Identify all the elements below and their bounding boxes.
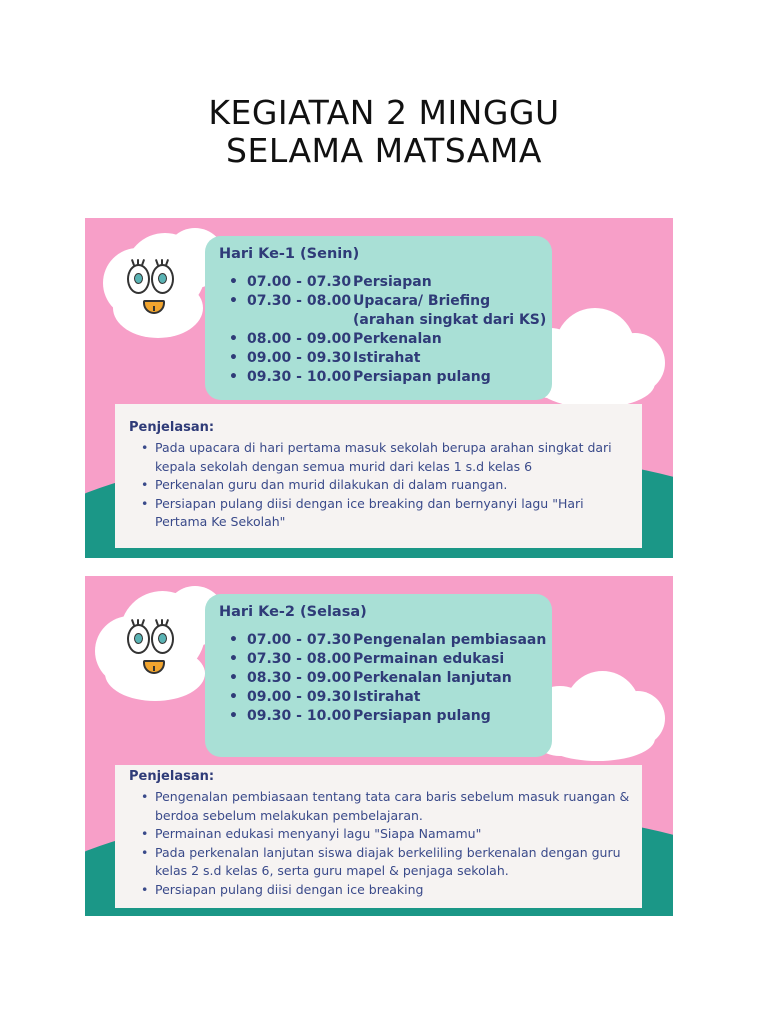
explanation-item: • Persiapan pulang diisi dengan ice breaking: [141, 881, 424, 897]
cartoon-face-icon: [123, 256, 183, 326]
day-1-explanation-list: [139, 439, 639, 532]
day-1-schedule-box: Hari Ke-1 (Senin) • 07.00 - 07.30 Persiapan • 07.30 - 08.00 Upacara/ Briefing (arahan singkat dari KS) • 08.00 - 09.00 Perkenalan • 09.00 - 09.30 Istirahat • 09.30 - 10.00 Persiapan pulang: [205, 236, 552, 400]
day-2-schedule-box: Hari Ke-2 (Selasa) • 07.00 - 07.30 Pengenalan pembiasaan • 07.30 - 08.00 Permainan edukasi • 08.30 - 09.00 Perkenalan lanjutan • 09.00 - 09.30 Istirahat • 09.30 - 10.00 Persiapan pulang: [205, 594, 552, 757]
explanation-title: Penjelasan:: [129, 420, 215, 435]
day-2-explanation-list: [139, 788, 639, 899]
document-title: [0, 94, 768, 170]
day-2-title: Hari Ke-2 (Selasa): [219, 604, 367, 620]
cartoon-face-icon: [123, 616, 183, 686]
day-1-title: Hari Ke-1 (Senin): [219, 246, 360, 262]
day-2-card: [85, 576, 673, 916]
explanation-item: • Persiapan pulang diisi dengan ice breaking dan bernyanyi lagu "Hari Pertama Ke Sekolah": [141, 495, 584, 529]
document-title-line-2: SELAMA MATSAMA: [226, 131, 542, 170]
explanation-item: • Pada perkenalan lanjutan siswa diajak berkeliling berkenalan dengan guru kelas 2 s.d kelas 6, serta guru mapel & penjaga sekolah.: [141, 844, 621, 878]
day-1-explanation-box: [115, 404, 642, 548]
explanation-title: Penjelasan:: [129, 769, 215, 784]
explanation-item: • Pada upacara di hari pertama masuk sekolah berupa arahan singkat dari kepala sekolah dengan semua murid dari kelas 1 s.d kelas 6: [141, 440, 612, 474]
document-title-line-1: KEGIATAN 2 MINGGU: [208, 93, 560, 132]
day-2-explanation-box: [115, 765, 642, 908]
day-1-card: [85, 218, 673, 558]
explanation-item: • Pengenalan pembiasaan tentang tata cara baris sebelum masuk ruangan & berdoa sebelum melakukan pembelajaran.: [141, 789, 630, 823]
explanation-item: • Permainan edukasi menyanyi lagu "Siapa Namamu": [141, 826, 482, 841]
explanation-item: • Perkenalan guru dan murid dilakukan di dalam ruangan.: [141, 477, 508, 492]
